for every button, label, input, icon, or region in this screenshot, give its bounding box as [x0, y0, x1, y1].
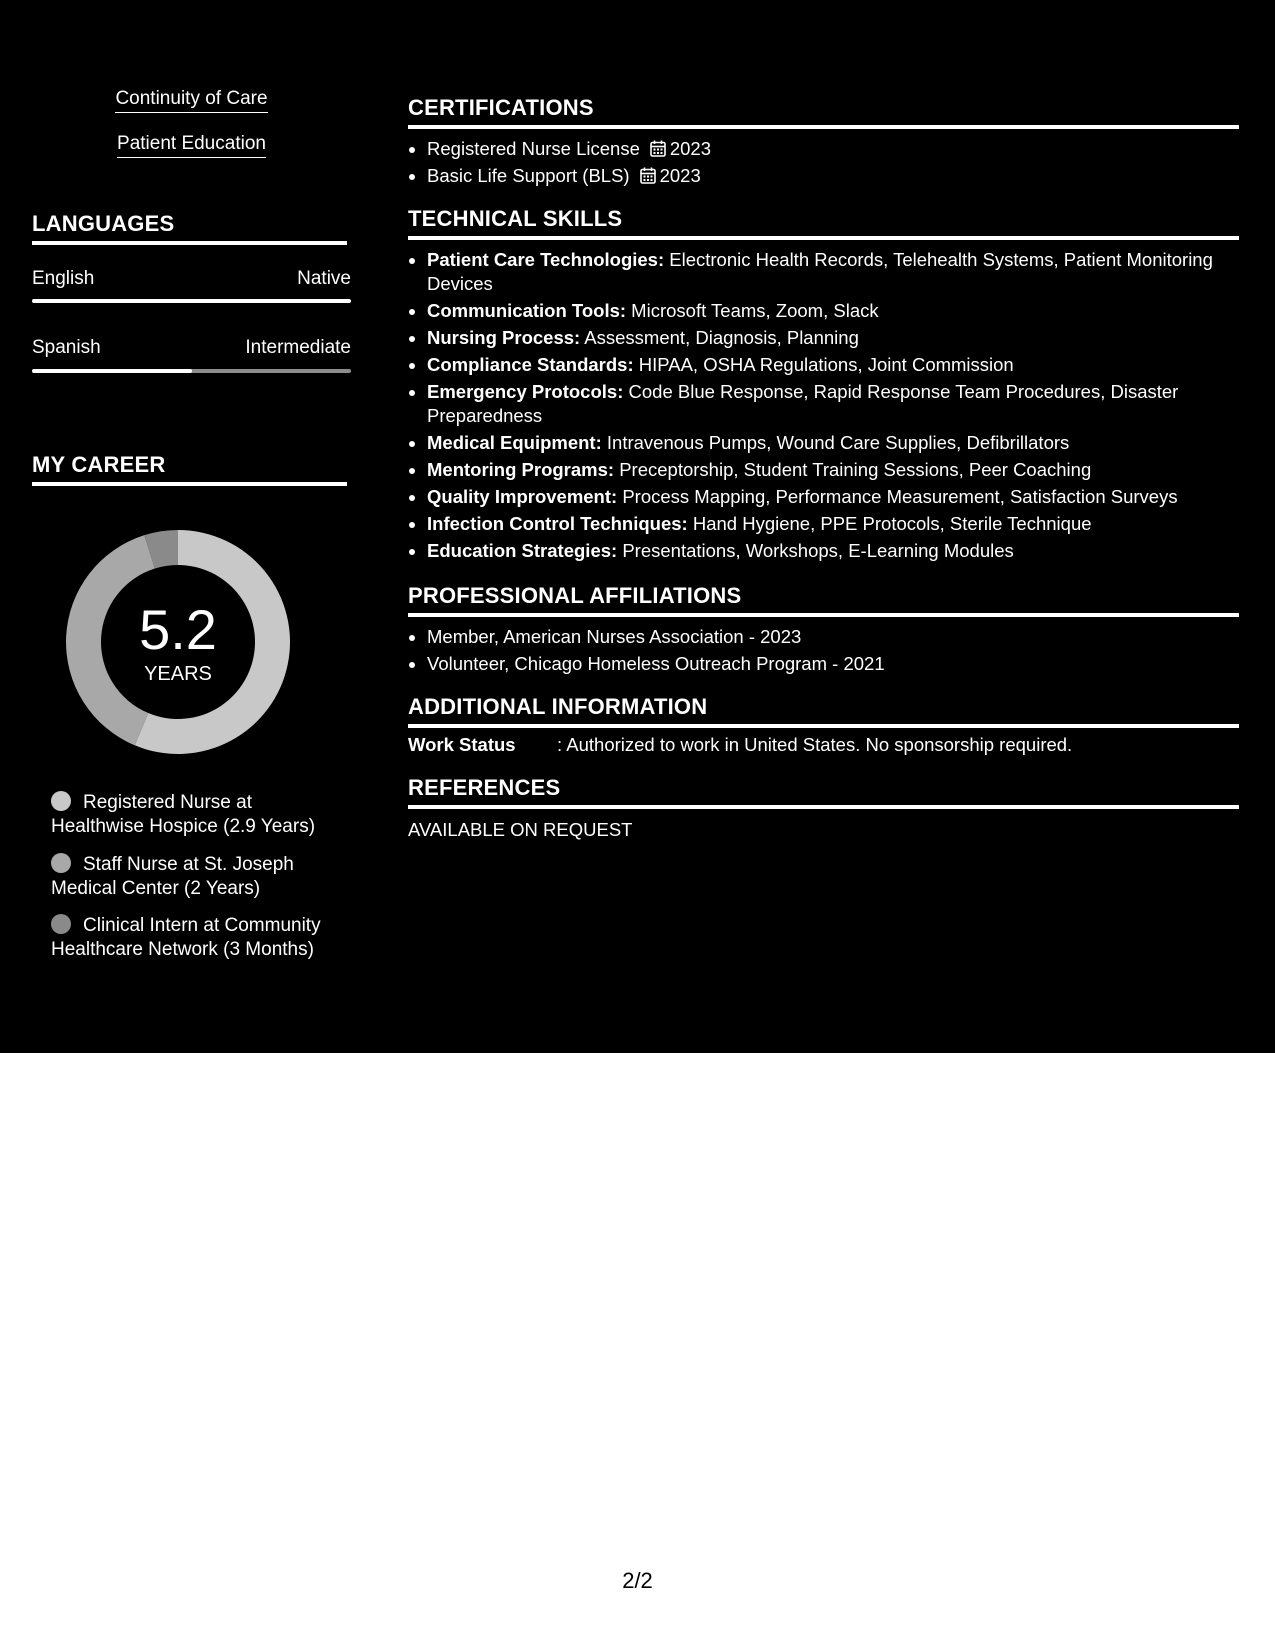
technical-skill-item: • Nursing Process: Assessment, Diagnosis, Planning [427, 326, 1239, 350]
affiliations-heading: PROFESSIONAL AFFILIATIONS [408, 583, 1239, 617]
technical-skill-item: • Mentoring Programs: Preceptorship, Student Training Sessions, Peer Coaching [427, 458, 1239, 482]
career-item: Staff Nurse at St. Joseph Medical Center (2 Years) [51, 854, 294, 899]
career-item: Registered Nurse at Healthwise Hospice (2.9 Years) [51, 792, 316, 837]
technical-skill-item: • Infection Control Techniques: Hand Hygiene, PPE Protocols, Sterile Technique [427, 512, 1239, 536]
technical-skill-item: • Education Strategies: Presentations, Workshops, E-Learning Modules [427, 539, 1239, 563]
language-bar-fill [32, 299, 351, 303]
technical-skill-item: • Patient Care Technologies: Electronic Health Records, Telehealth Systems, Patient Monitoring Devices [427, 248, 1239, 296]
page-number: 2/2 [622, 1568, 653, 1593]
certification-item: • Registered Nurse License 2023 [427, 135, 1239, 162]
language-bar-fill [32, 369, 192, 373]
legend-dot-icon [51, 853, 71, 873]
affiliation-item: • Volunteer, Chicago Homeless Outreach Program - 2021 [427, 650, 1239, 677]
technical-skills-list [408, 248, 1239, 563]
language-level: Native [297, 268, 351, 289]
certifications-section [408, 95, 1239, 189]
affiliations-section [408, 583, 1239, 677]
certifications-list [408, 135, 1239, 189]
technical-skill-item: • Compliance Standards: HIPAA, OSHA Regulations, Joint Commission [427, 353, 1239, 377]
legend-dot-icon [51, 791, 71, 811]
language-name: Spanish [32, 337, 101, 358]
language-name: English [32, 268, 95, 289]
work-status-label: Work Status [408, 734, 516, 755]
language-bar [32, 299, 351, 303]
references-text: AVAILABLE ON REQUEST [408, 819, 633, 840]
technical-skills-section [408, 206, 1239, 566]
career-item: Clinical Intern at Community Healthcare Network (3 Months) [51, 915, 321, 960]
career-total-value: 5.2 [139, 598, 217, 661]
career-heading: MY CAREER [32, 452, 347, 486]
additional-info-section [408, 694, 1239, 764]
legend-dot-icon [51, 914, 71, 934]
technical-skill-item: • Communication Tools: Microsoft Teams, Zoom, Slack [427, 299, 1239, 323]
languages-heading: LANGUAGES [32, 211, 347, 245]
language-bar [32, 369, 351, 373]
technical-skill-item: • Emergency Protocols: Code Blue Response, Rapid Response Team Procedures, Disaster Preparedness [427, 380, 1239, 428]
additional-info-heading: ADDITIONAL INFORMATION [408, 694, 1239, 728]
affiliation-item: • Member, American Nurses Association - 2023 [427, 623, 1239, 650]
references-section [408, 775, 1239, 841]
career-donut-chart [66, 530, 290, 754]
skill-tag: Continuity of Care [32, 88, 351, 113]
career-total-unit: YEARS [144, 663, 212, 685]
work-status-value: : Authorized to work in United States. No sponsorship required. [557, 734, 1073, 755]
calendar-icon [650, 140, 666, 157]
references-heading: REFERENCES [408, 775, 1239, 809]
technical-skill-item: • Medical Equipment: Intravenous Pumps, Wound Care Supplies, Defibrillators [427, 431, 1239, 455]
certifications-heading: CERTIFICATIONS [408, 95, 1239, 129]
technical-skill-item: • Quality Improvement: Process Mapping, Performance Measurement, Satisfaction Surveys [427, 485, 1239, 509]
affiliations-list [408, 623, 1239, 677]
technical-skills-heading: TECHNICAL SKILLS [408, 206, 1239, 240]
skill-tag: Patient Education [32, 133, 351, 158]
work-status-row [408, 734, 1239, 764]
certification-item: • Basic Life Support (BLS) 2023 [427, 162, 1239, 189]
language-level: Intermediate [245, 337, 351, 358]
calendar-icon [640, 167, 656, 184]
